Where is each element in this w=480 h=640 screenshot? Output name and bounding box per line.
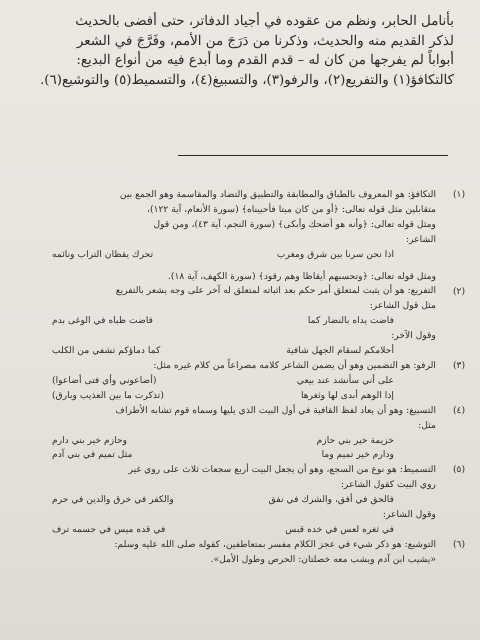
text-line: أبواباً لم يفرجها من كان له – قدم القدم وما أبدع فيه من أنواع البديع: <box>76 53 454 68</box>
verse-first-hemistich: ودارم خير تميم وما <box>321 449 394 461</box>
footnote-1 <box>22 188 470 263</box>
verse-line <box>22 448 436 463</box>
text-line: لذكر القديم منه والحديث، وذكرنا من دَرَجَ من الأمم، وفَرَّجَ في الشعر <box>76 33 454 49</box>
verse-line <box>22 344 436 359</box>
footnote-number: (١) <box>452 189 466 200</box>
verse-second-hemistich: تحرك يقظان التراب ونائمه <box>52 248 154 260</box>
verse-second-hemistich: (أضاعوني وأي فتى أضاعوا) <box>52 374 157 386</box>
footnote-4 <box>22 404 470 464</box>
footnote-line: «يشيب ابن آدم ويشب معه خصلتان: الحرص وطول الأمل». <box>210 553 436 565</box>
verse-first-hemistich: فاضت يداه بالنضار كما <box>307 315 394 327</box>
footnote-divider <box>178 155 448 156</box>
footnote-number: (٣) <box>452 359 466 371</box>
footnote-line: التوشيع: هو ذكر شيء في عجز الكلام مفسر بمتعاطفين، كقوله صلى الله عليه وسلم: <box>114 538 436 550</box>
verse-line <box>22 523 436 538</box>
verse-line <box>22 389 436 404</box>
verse-second-hemistich: وحازم خير بني دارم <box>52 434 128 446</box>
verse-line <box>22 493 436 508</box>
footnote-line: التسميط: هو نوع من السجع، وهو أن يجعل البيت أربع سجعات ثلاث على روي غير <box>128 464 436 476</box>
verse-line <box>22 248 436 263</box>
verse-second-hemistich: (تذكرت ما بين العذيب وبارق) <box>52 389 164 401</box>
footnote-number: (٥) <box>452 464 466 476</box>
footnote-line: وقول الآخر: <box>391 330 436 342</box>
verse-second-hemistich: في قده ميس في جسمه ترف <box>52 523 166 535</box>
footnote-2 <box>22 270 470 359</box>
footnote-line: التسبيغ: وهو أن يعاد لفظ القافية في أول البيت الذي يليها وسماه قوم تشابه الأطراف <box>115 404 436 416</box>
footnote-line: التكافؤ: هو المعروف بالطباق والمطابقة والتطبيق والتضاد والمقاسمة وهو الجمع بين <box>119 189 436 200</box>
verse-second-hemistich: مثل تميم في بني آدم <box>52 449 133 461</box>
verse-first-hemistich: فالحق في أفق، والشرك في نفق <box>268 494 394 506</box>
verse-line <box>22 314 436 329</box>
footnote-5 <box>22 463 470 538</box>
verse-first-hemistich: اذا نحن سرنا بين شرق ومغرب <box>276 248 394 260</box>
footnote-line: ومثل قوله تعالى: ﴿وتحسبهم أيقاظا وهم رقود﴾ (سورة الكهف، آية ١٨). <box>167 270 436 282</box>
footnote-line: الرفو: هو التضمين وهو أن يضمن الشاعر كلامه مصراعاً من كلام غيره مثل: <box>153 359 436 371</box>
verse-first-hemistich: أحلامكم لسقام الجهل شافية <box>286 345 394 357</box>
footnote-6 <box>22 538 470 568</box>
footnotes <box>22 188 470 568</box>
text-line: بأنامل الحابر، ونظم من عقوده في أجياد الدفاتر، حتى أفضى بالحديث <box>75 14 454 29</box>
footnote-line: الشاعر: <box>406 233 436 245</box>
verse-line <box>22 434 436 449</box>
footnote-line: متقابلين مثل قوله تعالى: ﴿أو من كان ميتا فأحييناه﴾ (سورة الأنعام، آية ١٢٢)، <box>147 203 436 215</box>
verse-second-hemistich: فاضت ظباه في الوغى بدم <box>52 315 154 327</box>
footnote-line: ومثل قوله تعالى: ﴿وأنه هو أضحك وأبكى﴾ (سورة النجم، آية ٤٣)، ومن قول <box>153 218 436 230</box>
verse-second-hemistich: والكفر في خرق والدين في حرم <box>52 494 174 506</box>
verse-first-hemistich: خزيمة خير بني حازم <box>316 434 394 446</box>
footnote-line: مثل: <box>418 419 436 431</box>
footnote-number: (٦) <box>452 538 466 550</box>
footnote-line: مثل قول الشاعر: <box>369 300 436 312</box>
footnote-number: (٢) <box>452 285 466 297</box>
verse-first-hemistich: في ثغره لعس في خده قبس <box>285 523 394 535</box>
verse-first-hemistich: على أني سأنشد عند بيعي <box>296 374 394 386</box>
footnote-number: (٤) <box>452 404 466 416</box>
verse-second-hemistich: كما دماؤكم تشفي من الكلب <box>52 345 161 357</box>
verse-line <box>22 374 436 389</box>
footnote-3 <box>22 359 470 404</box>
footnote-line: روي البيت كقول الشاعر: <box>340 479 436 491</box>
footnote-line: وقول الشاعر: <box>382 509 436 521</box>
main-paragraph <box>24 12 454 90</box>
text-line: كالتكافؤ(١) والتفريع(٢)، والرفو(٣)، والتسبيغ(٤)، والتسميط(٥) والتوشيع(٦). <box>40 72 454 88</box>
footnote-line: التفريع: هو أن يثبت لمتعلق أمر حكم بعد اثباته لمتعلق له آخر على وجه يشعر بالتفريع <box>115 285 436 297</box>
verse-first-hemistich: إذا الوهم أبدى لها وثغرها <box>300 389 394 401</box>
